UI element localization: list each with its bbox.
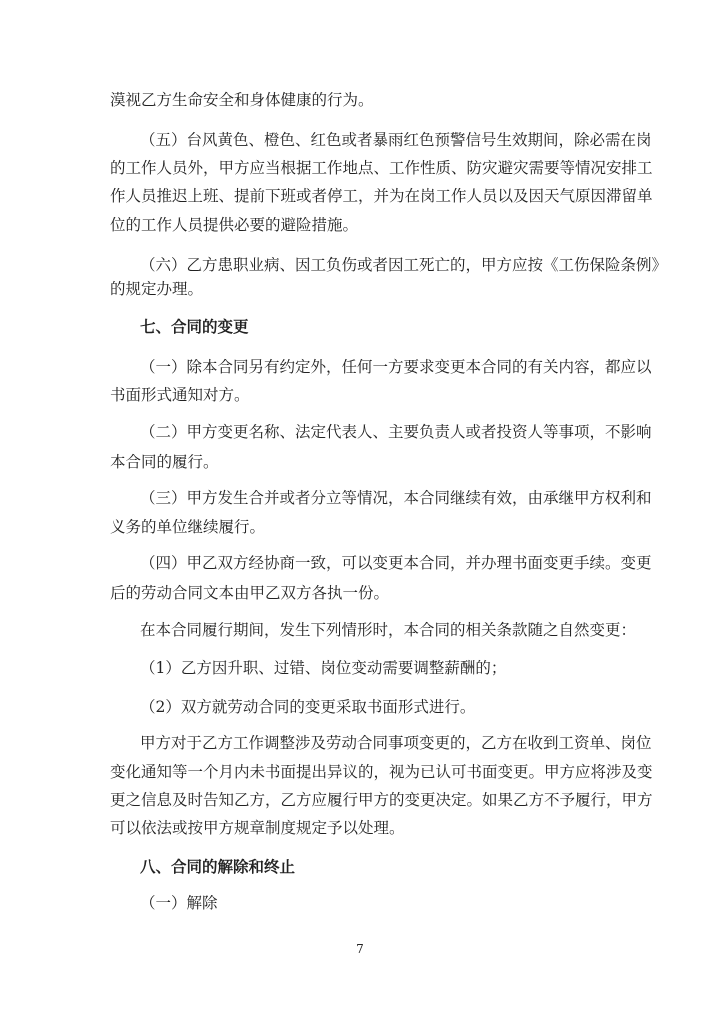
section-heading: 八、合同的解除和终止 bbox=[140, 857, 296, 876]
section-heading: 七、合同的变更 bbox=[140, 317, 249, 336]
paragraph-line: （2）双方就劳动合同的变更采取书面形式进行。 bbox=[140, 698, 476, 716]
paragraph-line: 的规定办理。 bbox=[110, 280, 204, 298]
paragraph-line: （三）甲方发生合并或者分立等情况，本合同继续有效，由承继甲方权利和 bbox=[140, 489, 652, 507]
paragraph-line: （四）甲乙双方经协商一致，可以变更本合同，并办理书面变更手续。变更 bbox=[140, 554, 652, 572]
paragraph-line: 在本合同履行期间，发生下列情形时，本合同的相关条款随之自然变更： bbox=[140, 621, 637, 639]
paragraph-line: （一）除本合同另有约定外，任何一方要求变更本合同的有关内容，都应以 bbox=[140, 358, 652, 376]
paragraph-line: 后的劳动合同文本由甲乙双方各执一份。 bbox=[110, 584, 390, 602]
page-number: 7 bbox=[356, 942, 364, 956]
paragraph-line: （五）台风黄色、橙色、红色或者暴雨红色预警信号生效期间，除必需在岗 bbox=[140, 131, 652, 149]
subsection-heading: （一）解除 bbox=[140, 894, 218, 912]
paragraph-line: 更之信息及时告知乙方，乙方应履行甲方的变更决定。如果乙方不予履行，甲方 bbox=[110, 791, 653, 809]
paragraph-line: 书面形式通知对方。 bbox=[110, 386, 250, 404]
paragraph-line: 作人员推迟上班、提前下班或者停工，并为在岗工作人员以及因天气原因滞留单 bbox=[110, 187, 653, 205]
paragraph-line: 变化通知等一个月内未书面提出异议的，视为已认可书面变更。甲方应将涉及变 bbox=[110, 763, 653, 781]
paragraph-line: 位的工作人员提供必要的避险措施。 bbox=[110, 216, 359, 234]
paragraph-line: （六）乙方患职业病、因工负伤或者因工死亡的，甲方应按《工伤保险条例》 bbox=[140, 256, 668, 274]
paragraph-line: （1）乙方因升职、过错、岗位变动需要调整薪酬的； bbox=[140, 659, 507, 677]
paragraph-line: 义务的单位继续履行。 bbox=[110, 518, 266, 536]
paragraph-line: 甲方对于乙方工作调整涉及劳动合同事项变更的，乙方在收到工资单、岗位 bbox=[140, 734, 652, 752]
paragraph-line: 本合同的履行。 bbox=[110, 453, 219, 471]
paragraph-line: 的工作人员外，甲方应当根据工作地点、工作性质、防灾避灾需要等情况安排工 bbox=[110, 159, 653, 177]
paragraph-line: 可以依法或按甲方规章制度规定予以处理。 bbox=[110, 819, 405, 837]
paragraph-line: 漠视乙方生命安全和身体健康的行为。 bbox=[110, 91, 374, 109]
paragraph-line: （二）甲方变更名称、法定代表人、主要负责人或者投资人等事项，不影响 bbox=[140, 423, 652, 441]
